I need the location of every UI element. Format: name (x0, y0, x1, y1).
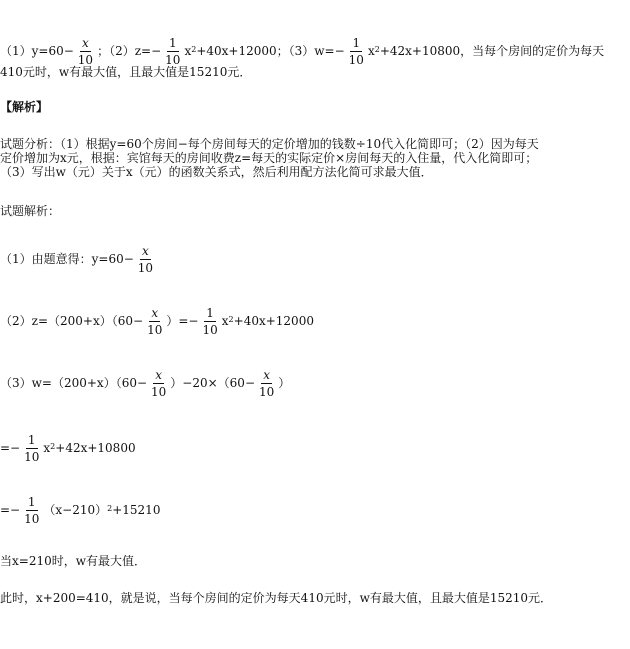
fraction-x-over-10: $\frac{x}{10}$ (259, 368, 275, 399)
solution-step-1: （1）由题意得：y=60− $\frac{x}{10}$ (0, 244, 154, 275)
fraction-1-over-10: $\frac{1}{10}$ (202, 306, 218, 337)
answer-part-1: （1）y=60− (0, 44, 74, 58)
solution-step-4: =− $\frac{1}{10}$ $x^2+42x+10800$ (0, 433, 136, 464)
fraction-x-over-10: $\frac{x}{10}$ (77, 36, 94, 67)
fraction-1-over-10: $\frac{1}{10}$ (165, 36, 181, 67)
fraction-1-over-10: $\frac{1}{10}$ (24, 495, 40, 526)
answer-line-1: （1）y=60− $\frac{x}{10}$ ；（2）z=− $\frac{1}{10}$ $x^2+40x+12000$；（3）w=− $\frac{1}{10}$ $x^2+42x+10800$，当每个房间的定价为每天 (0, 36, 605, 67)
superscript-2: 2 (50, 442, 56, 451)
superscript-2: 2 (228, 315, 234, 324)
fraction-1-over-10: $\frac{1}{10}$ (24, 433, 40, 464)
fraction-1-over-10: $\frac{1}{10}$ (348, 36, 364, 67)
answer-line-2: 410元时，w有最大值，且最大值是15210元． (0, 65, 252, 79)
fraction-x-over-10: $\frac{x}{10}$ (147, 306, 163, 337)
analysis-line-3: （3）写出w（元）关于x（元）的函数关系式，然后利用配方法化简可求最大值． (0, 165, 433, 179)
answer-sep-1: ；（2）z=− (97, 44, 162, 58)
superscript-2: 2 (374, 45, 380, 54)
fraction-x-over-10: $\frac{x}{10}$ (137, 244, 154, 275)
superscript-2: 2 (107, 504, 113, 513)
superscript-2: 2 (191, 45, 197, 54)
analysis-heading: 【解析】 (0, 100, 49, 114)
solution-step-2: （2）z=（200+x）（60− $\frac{x}{10}$ ）=− $\frac{1}{10}$ $x^2+40x+12000$ (0, 306, 314, 337)
solution-step-7: 此时，x+200=410，就是说，当每个房间的定价为每天410元时，w有最大值，且最大值是15210元． (0, 591, 553, 605)
solution-step-5: =− $\frac{1}{10}$ $(x-210)^2+15210$ (0, 495, 161, 526)
analysis-line-2: 定价增加为x元，根据：宾馆每天的房间收费z=每天的实际定价×房间每天的入住量，代入化简即可； (0, 151, 538, 165)
solution-heading: 试题解析： (0, 204, 61, 218)
solution-step-3: （3）w=（200+x）（60− $\frac{x}{10}$ ）−20×（60− $\frac{x}{10}$ ） (0, 368, 291, 399)
analysis-line-1: 试题分析：（1）根据y=60个房间−每个房间每天的定价增加的钱数÷10代入化简即可；（2）因为每天 (0, 137, 539, 151)
fraction-x-over-10: $\frac{x}{10}$ (151, 368, 167, 399)
solution-step-6: 当x=210时，w有最大值． (0, 554, 146, 568)
